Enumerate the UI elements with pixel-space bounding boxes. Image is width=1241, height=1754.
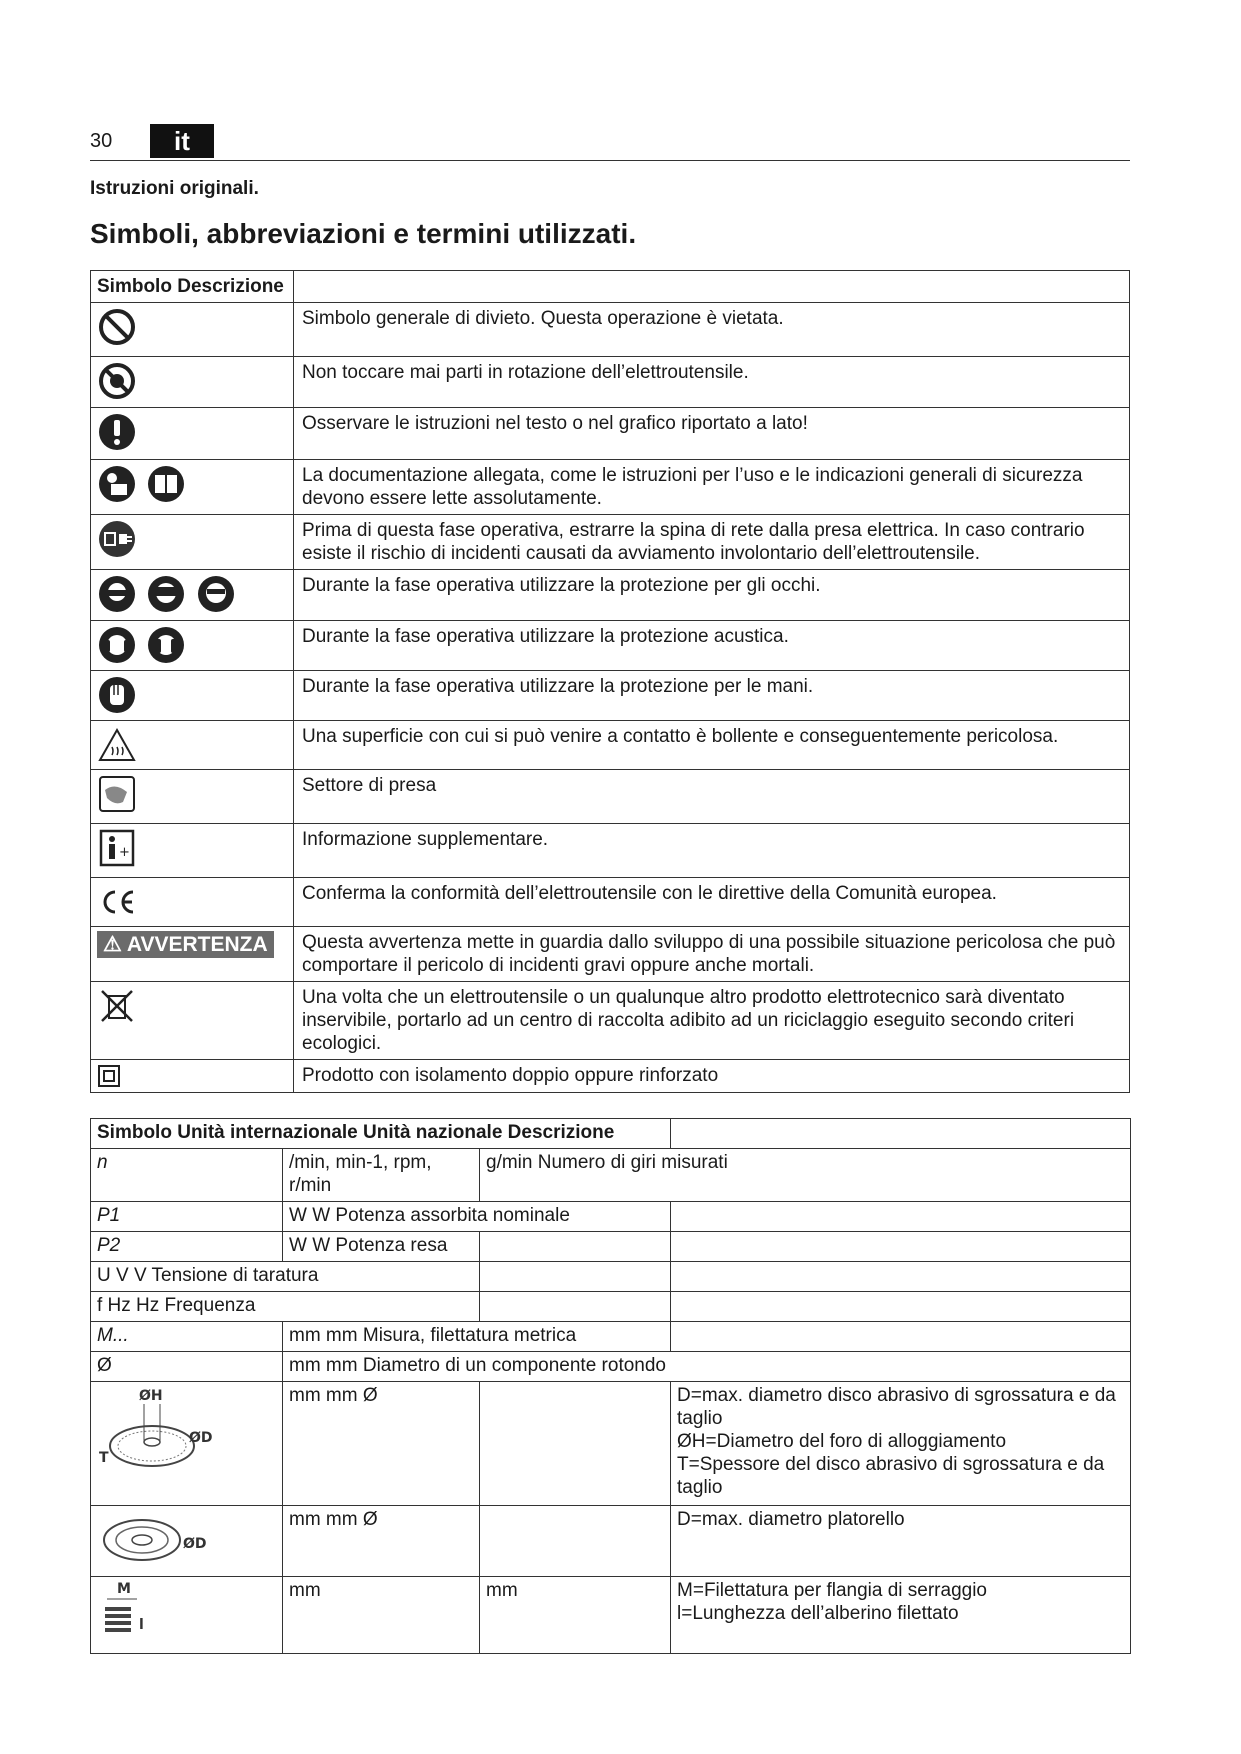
header-cell: [294, 271, 1130, 303]
table-row: [91, 460, 1130, 515]
double-insulation-icon: [97, 1064, 121, 1088]
units-table: [90, 1118, 1131, 1654]
svg-text:ØD: ØD: [183, 1536, 207, 1552]
symbols-table: [90, 270, 1130, 1093]
row-text: Una superficie con cui si può venire a contatto è bollente e conseguentemente pericolosa.: [294, 721, 1130, 770]
cell: g/min Numero di giri misurati: [480, 1149, 1131, 1202]
table-row: [91, 927, 1130, 982]
cell: D=max. diametro platorello: [671, 1506, 1131, 1577]
weee-bin-icon: [97, 986, 137, 1026]
table-row: [91, 671, 1130, 721]
table-row: [91, 570, 1130, 621]
table-row: [91, 1060, 1130, 1093]
row-text: Osservare le istruzioni nel testo o nel grafico riportato a lato!: [294, 408, 1130, 460]
cell: W W Potenza assorbita nominale: [283, 1202, 671, 1232]
eye-protection-icon: [97, 574, 137, 614]
exclamation-icon: [97, 412, 137, 452]
cell: W W Potenza resa: [283, 1232, 480, 1262]
table-row: [91, 515, 1130, 570]
table-row: [91, 1577, 1131, 1654]
row-text: Conferma la conformità dell’elettroutensile con le direttive della Comunità europea.: [294, 878, 1130, 927]
table-row: [91, 357, 1130, 408]
table-row: [91, 1149, 1131, 1202]
table-row: [91, 1202, 1131, 1232]
cell: /min, min-1, rpm, r/min: [283, 1149, 480, 1202]
table-row: [91, 721, 1130, 770]
grip-area-icon: [97, 774, 137, 814]
language-badge: it: [150, 124, 214, 158]
ear-protection-icon: [97, 625, 137, 665]
warning-label-text: AVVERTENZA: [126, 933, 268, 956]
cell: mm mm Misura, filettatura metrica: [283, 1322, 671, 1352]
goggles-icon: [196, 574, 236, 614]
table-row: [91, 1232, 1131, 1262]
row-text: Questa avvertenza mette in guardia dallo sviluppo di una possibile situazione pericolosa che può comportare il pericolo di incidenti gravi oppure anche mortali.: [294, 927, 1130, 982]
svg-text:ØD: ØD: [189, 1430, 213, 1446]
spindle-thread-icon: [97, 1579, 187, 1645]
svg-text:+: +: [119, 845, 130, 860]
cell: Ø: [91, 1352, 283, 1382]
table-row: [91, 1352, 1131, 1382]
hand-protection-icon: [97, 675, 137, 715]
header-cell: Simbolo Unità internazionale Unità nazionale Descrizione: [91, 1119, 671, 1149]
table-row: [91, 824, 1130, 878]
row-text: Prodotto con isolamento doppio oppure rinforzato: [294, 1060, 1130, 1093]
row-text: Simbolo generale di divieto. Questa operazione è vietata.: [294, 303, 1130, 357]
read-manual-icon: [97, 464, 137, 504]
cell: mm: [283, 1577, 480, 1654]
face-shield-icon: [146, 574, 186, 614]
warning-label: ⚠ AVVERTENZA: [97, 931, 274, 958]
svg-text:ØH: ØH: [139, 1388, 163, 1404]
backing-pad-icon: [97, 1508, 217, 1568]
unplug-icon: [97, 519, 137, 559]
row-text: Durante la fase operativa utilizzare la protezione per gli occhi.: [294, 570, 1130, 621]
prohibition-icon: [97, 307, 137, 347]
row-text: Settore di presa: [294, 770, 1130, 824]
earmuff-icon: [146, 625, 186, 665]
page-title: Simboli, abbreviazioni e termini utilizzati.: [90, 218, 637, 249]
cell: mm mm Ø: [283, 1506, 480, 1577]
hot-surface-icon: [97, 725, 137, 765]
row-text: Prima di questa fase operativa, estrarre la spina di rete dalla presa elettrica. In caso contrario esiste il rischio di incidenti causati da avviamento involontario dell’elettroutensile.: [294, 515, 1130, 570]
table-row: [91, 878, 1130, 927]
cell: f Hz Hz Frequenza: [91, 1292, 480, 1322]
table-row: [91, 1382, 1131, 1506]
table-row: [91, 1292, 1131, 1322]
svg-text:M: M: [117, 1581, 131, 1597]
info-icon: [97, 828, 137, 868]
cell: mm mm Diametro di un componente rotondo: [283, 1352, 1131, 1382]
subtitle: Istruzioni originali.: [90, 178, 259, 199]
disc-dimensions-icon: [97, 1384, 217, 1494]
ce-mark-icon: [97, 882, 137, 922]
table-row: [91, 1322, 1131, 1352]
svg-text:T: T: [99, 1450, 109, 1466]
svg-text:l: l: [139, 1617, 144, 1633]
table-header-row: [91, 271, 1130, 303]
table-row: [91, 982, 1130, 1060]
table-header-row: [91, 1119, 1131, 1149]
cell: D=max. diametro disco abrasivo di sgrossatura e da taglio ØH=Diametro del foro di alloggiamento T=Spessore del disco abrasivo di sgrossatura e da taglio: [671, 1382, 1131, 1506]
row-text: Durante la fase operativa utilizzare la protezione acustica.: [294, 621, 1130, 671]
cell: U V V Tensione di taratura: [91, 1262, 480, 1292]
row-text: Durante la fase operativa utilizzare la protezione per le mani.: [294, 671, 1130, 721]
row-text: Non toccare mai parti in rotazione dell’elettroutensile.: [294, 357, 1130, 408]
table-row: [91, 303, 1130, 357]
table-row: [91, 621, 1130, 671]
table-row: [91, 1262, 1131, 1292]
page-header: [90, 124, 1130, 161]
table-row: [91, 1506, 1131, 1577]
cell: [480, 1506, 671, 1577]
no-touch-rotating-icon: [97, 361, 137, 401]
cell: [480, 1382, 671, 1506]
header-cell: Simbolo Descrizione: [91, 271, 294, 303]
cell: M=Filettatura per flangia di serraggio l=Lunghezza dell’alberino filettato: [671, 1577, 1131, 1654]
row-text: La documentazione allegata, come le istruzioni per l’uso e le indicazioni generali di sicurezza devono essere lette assolutamente.: [294, 460, 1130, 515]
cell: n: [91, 1149, 283, 1202]
table-row: [91, 770, 1130, 824]
manual-book-icon: [146, 464, 186, 504]
row-text: Una volta che un elettroutensile o un qualunque altro prodotto elettrotecnico sarà diventato inservibile, portarlo ad un centro di raccolta adibito ad un riciclaggio eseguito secondo criteri ecologici.: [294, 982, 1130, 1060]
table-row: [91, 408, 1130, 460]
cell: mm: [480, 1577, 671, 1654]
row-text: Informazione supplementare.: [294, 824, 1130, 878]
cell: P2: [91, 1232, 283, 1262]
cell: mm mm Ø: [283, 1382, 480, 1506]
cell: M...: [91, 1322, 283, 1352]
page-number: 30: [90, 130, 113, 152]
cell: P1: [91, 1202, 283, 1232]
